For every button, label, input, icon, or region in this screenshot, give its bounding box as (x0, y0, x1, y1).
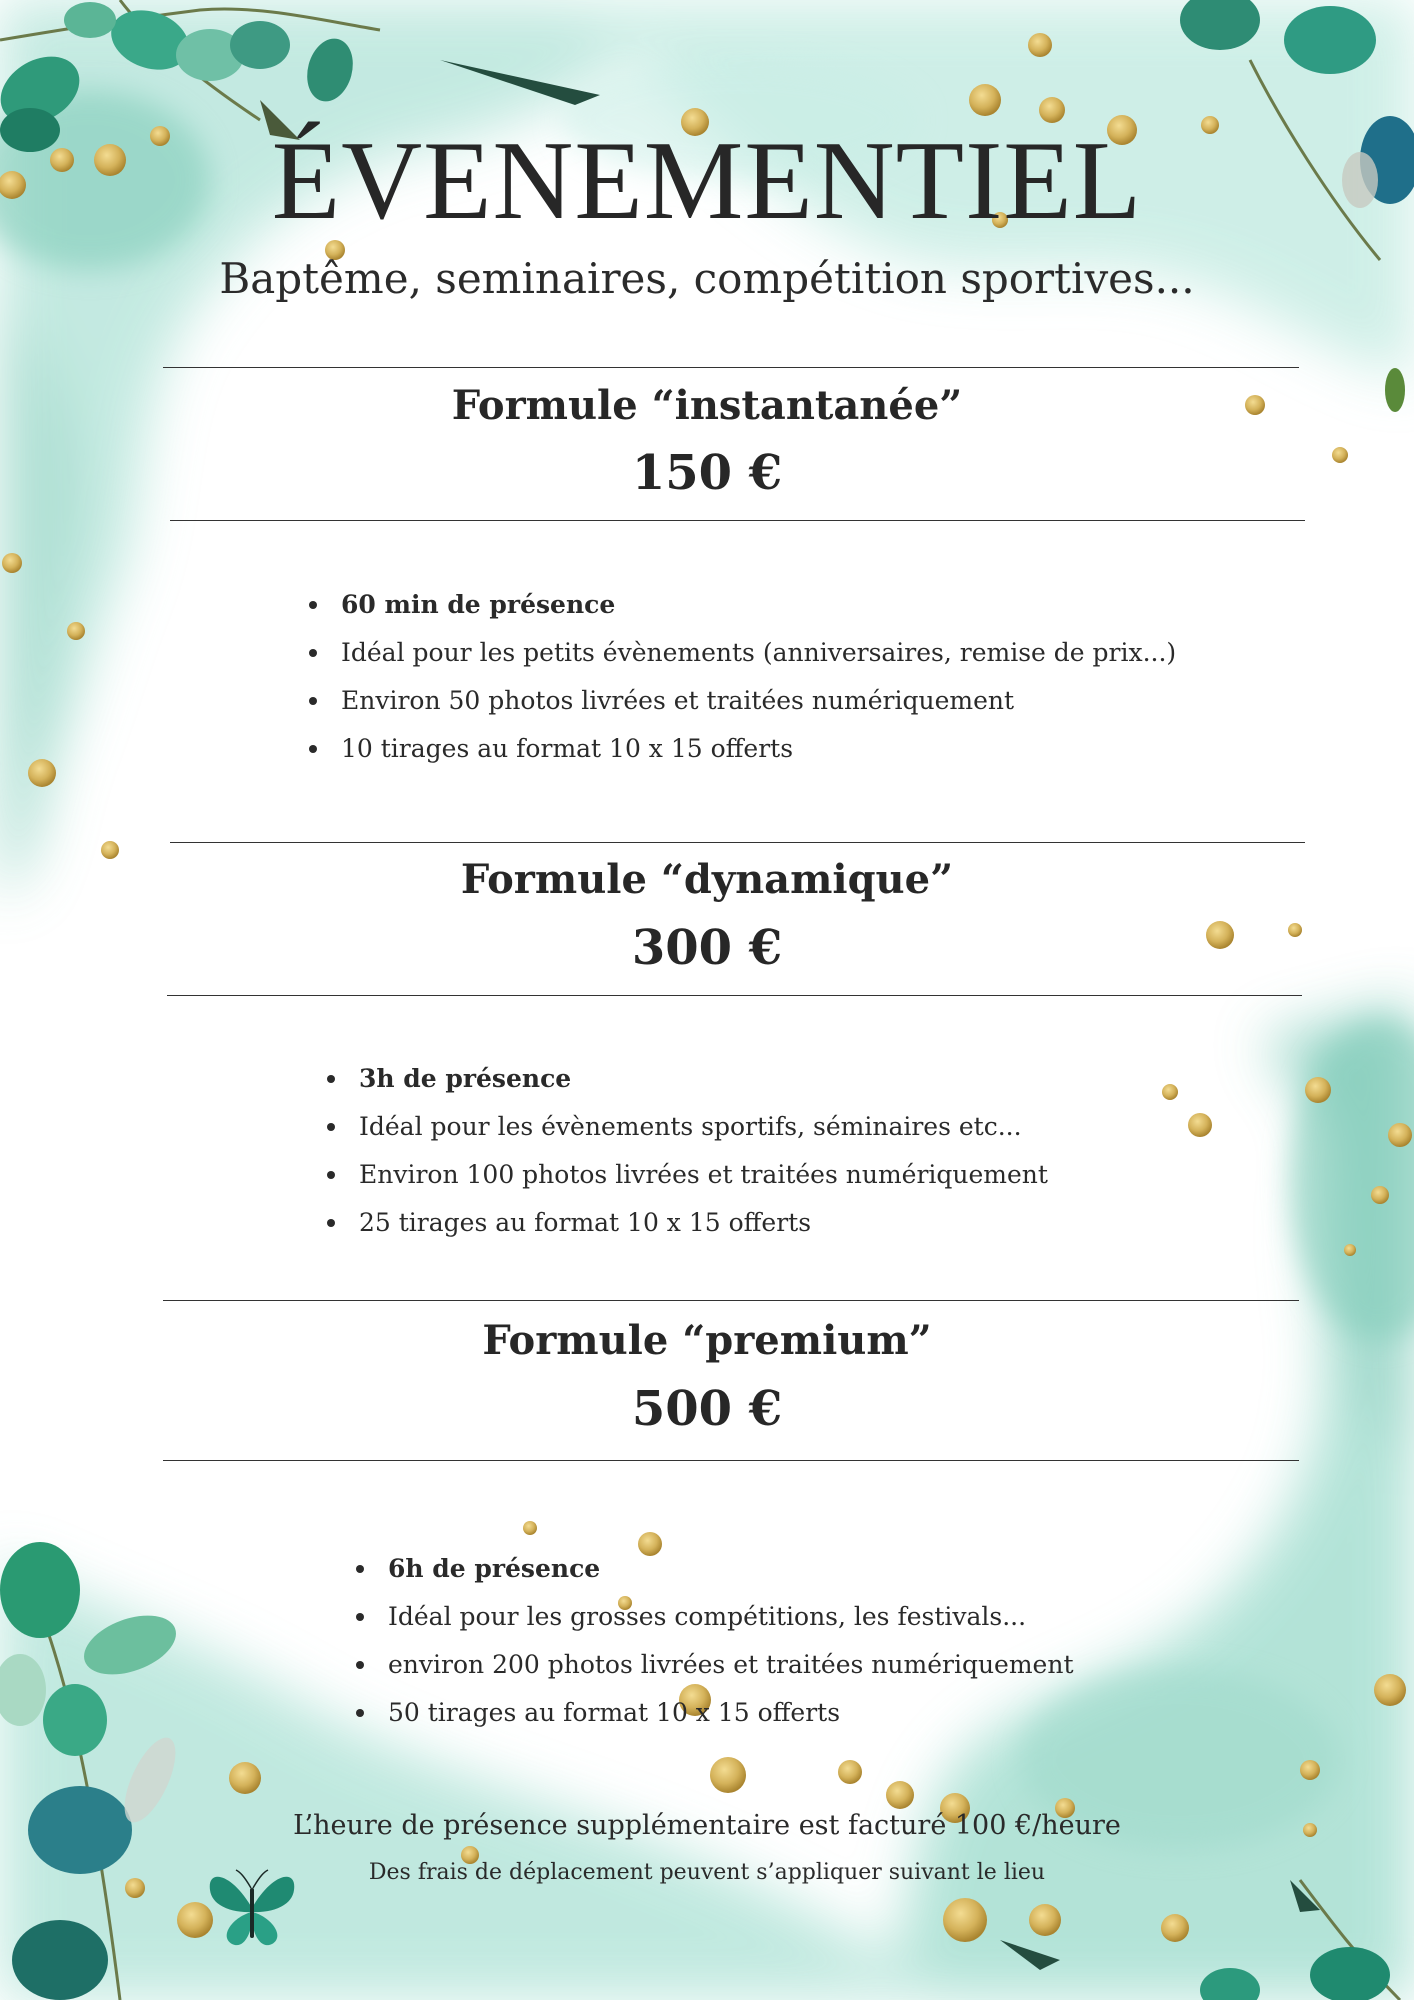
formula-price: 500 € (631, 1381, 783, 1437)
list-item: 60 min de présence (307, 581, 1176, 629)
travel-fees-note: Des frais de déplacement peuvent s’appliquer suivant le lieu (368, 1860, 1046, 1885)
list-item: Idéal pour les évènements sportifs, séminaires etc... (325, 1103, 1048, 1151)
formula-title: Formule “instantanée” (451, 382, 963, 429)
page-title: ÉVENEMENTIEL (271, 119, 1143, 243)
list-item: Environ 50 photos livrées et traitées numériquement (307, 677, 1176, 725)
list-item: environ 200 photos livrées et traitées numériquement (354, 1641, 1074, 1689)
list-item: Environ 100 photos livrées et traitées numériquement (325, 1151, 1048, 1199)
list-item: 10 tirages au format 10 x 15 offerts (307, 725, 1176, 773)
feature-list (307, 581, 1176, 773)
divider (163, 1460, 1299, 1461)
feature-list (354, 1545, 1074, 1737)
list-item: Idéal pour les grosses compétitions, les festivals... (354, 1593, 1074, 1641)
formula-title: Formule “dynamique” (460, 856, 954, 903)
list-item: Idéal pour les petits évènements (anniversaires, remise de prix...) (307, 629, 1176, 677)
divider (163, 1300, 1299, 1301)
list-item: 25 tirages au format 10 x 15 offerts (325, 1199, 1048, 1247)
list-item: 50 tirages au format 10 x 15 offerts (354, 1689, 1074, 1737)
page-subtitle: Baptême, seminaires, compétition sportives... (219, 254, 1195, 303)
list-item: 6h de présence (354, 1545, 1074, 1593)
list-item: 3h de présence (325, 1055, 1048, 1103)
divider (170, 842, 1305, 843)
feature-list (325, 1055, 1048, 1247)
divider (167, 995, 1302, 996)
divider (163, 367, 1299, 368)
extra-hour-note: L’heure de présence supplémentaire est facturé 100 €/heure (293, 1810, 1121, 1841)
divider (170, 520, 1305, 521)
formula-price: 300 € (631, 920, 783, 976)
formula-price: 150 € (631, 445, 783, 501)
formula-title: Formule “premium” (482, 1317, 932, 1364)
